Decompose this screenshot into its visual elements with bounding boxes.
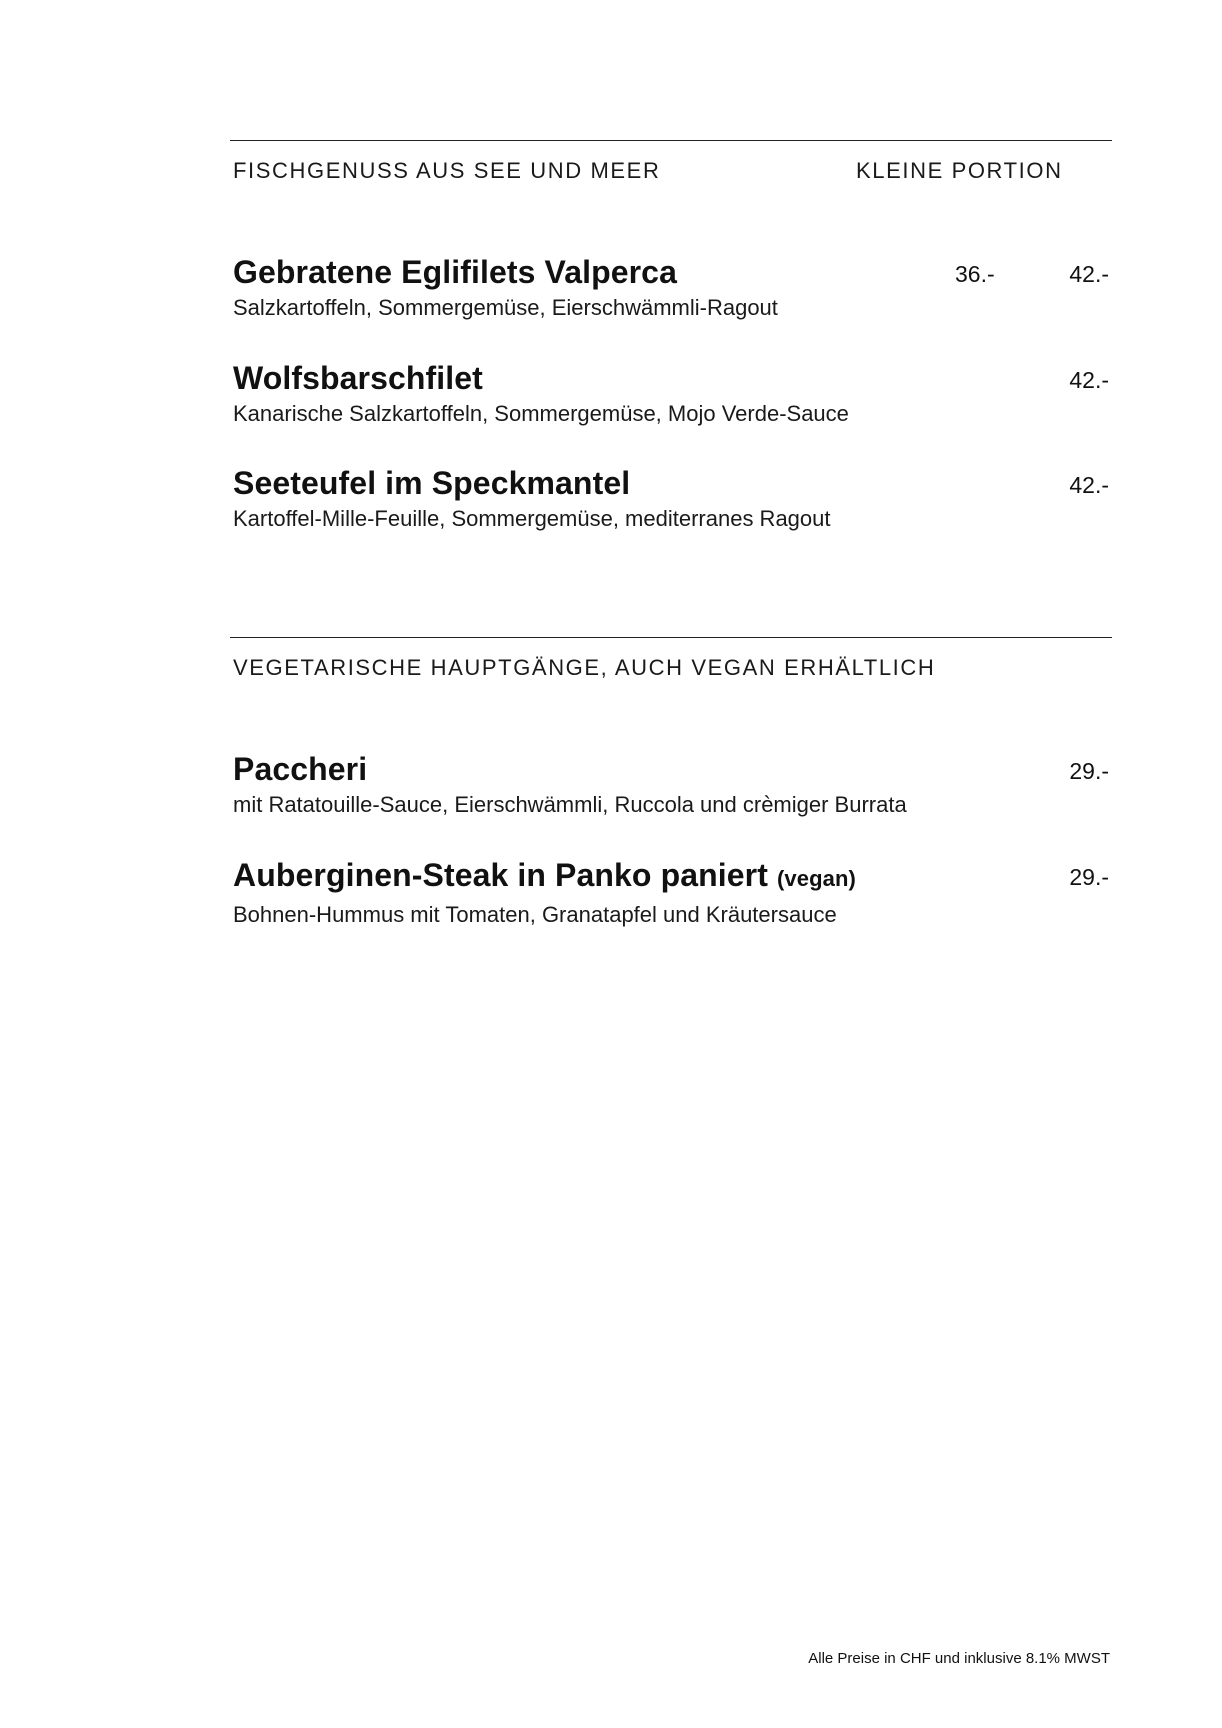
vegan-tag: (vegan) — [776, 866, 856, 891]
item-description: mit Ratatouille-Sauce, Eierschwämmli, Ruccola und crèmiger Burrata — [233, 792, 907, 817]
item-price: 29.- — [1069, 864, 1109, 890]
section-divider-fish — [230, 140, 1112, 141]
item-description: Kanarische Salzkartoffeln, Sommergemüse, Mojo Verde-Sauce — [233, 401, 849, 426]
item-price: 42.- — [1069, 472, 1109, 498]
menu-item — [233, 253, 1113, 323]
item-name: Paccheri — [233, 751, 368, 787]
item-description: Salzkartoffeln, Sommergemüse, Eierschwämmli-Ragout — [233, 295, 778, 320]
menu-item — [233, 856, 1113, 930]
section-heading-fish: FISCHGENUSS AUS SEE UND MEER — [233, 158, 661, 183]
item-name — [233, 856, 1113, 898]
column-label-small-portion: KLEINE PORTION — [856, 158, 1063, 183]
item-description: Kartoffel-Mille-Feuille, Sommergemüse, mediterranes Ragout — [233, 506, 831, 531]
item-price: 42.- — [1069, 367, 1109, 393]
section-divider-veg — [230, 637, 1112, 638]
item-name: Wolfsbarschfilet — [233, 360, 483, 396]
item-price-small: 36.- — [955, 261, 995, 287]
section-heading-veg: VEGETARISCHE HAUPTGÄNGE, AUCH VEGAN ERHÄLTLICH — [233, 655, 936, 680]
menu-item — [233, 750, 1113, 820]
menu-item — [233, 464, 1113, 534]
item-name-text: Auberginen-Steak in Panko paniert — [233, 857, 768, 893]
item-price: 42.- — [1069, 261, 1109, 287]
price-footnote: Alle Preise in CHF und inklusive 8.1% MWST — [808, 1650, 1110, 1667]
item-description: Bohnen-Hummus mit Tomaten, Granatapfel und Kräutersauce — [233, 902, 837, 927]
item-name: Gebratene Eglifilets Valperca — [233, 254, 677, 290]
item-name: Seeteufel im Speckmantel — [233, 465, 631, 501]
menu-item — [233, 359, 1113, 429]
item-price: 29.- — [1069, 758, 1109, 784]
